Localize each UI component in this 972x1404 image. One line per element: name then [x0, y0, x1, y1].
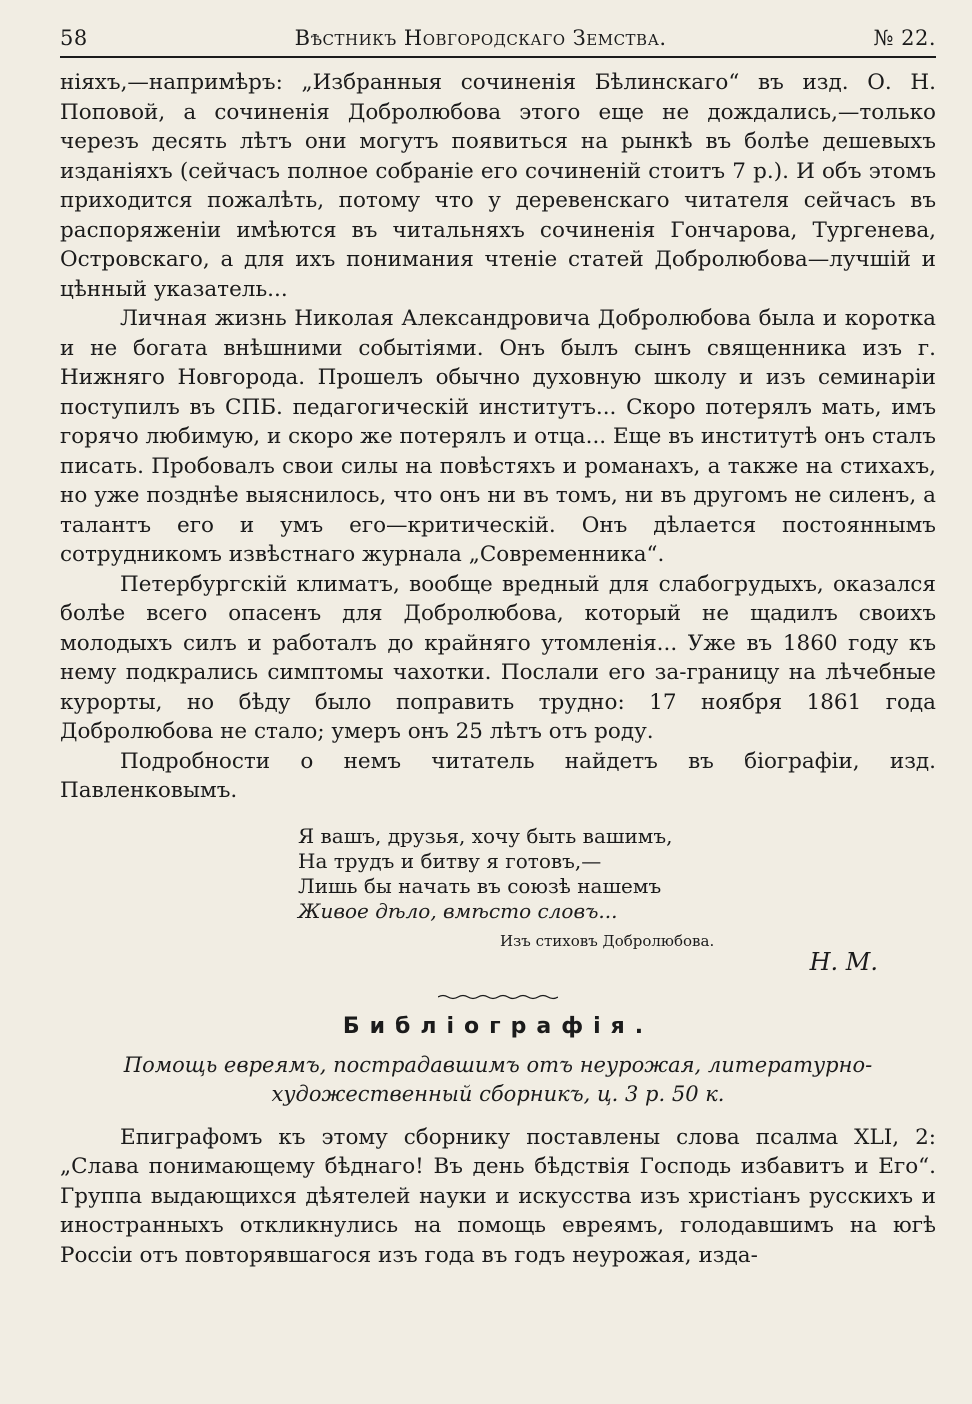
section-title: Библіографія. [342, 1013, 654, 1039]
page-number: 58 [60, 26, 88, 50]
poem-line: Живое дѣло, вмѣсто словъ... [298, 898, 618, 923]
poem-line: Лишь бы начать въ союзѣ нашемъ [298, 873, 662, 898]
paragraph-1: ніяхъ,—напримѣръ: „Избранныя сочиненія Бѣлинскаго“ въ изд. О. Н. Поповой, а сочиненія Добролюбова этого еще не дождались,—только черезъ десять лѣтъ они могутъ появиться на рынкѣ въ болѣе дешевыхъ изданіяхъ (сейчасъ полное собраніе его сочиненій стоитъ 7 р.). И объ этомъ приходится пожалѣть, потому что у деревенскаго читателя сейчасъ въ распоряженіи имѣются въ читальняхъ сочиненія Гончарова, Тургенева, Островскаго, а для ихъ понимания чтеніе статей Добролюбова—лучшій и цѣнный указатель... [60, 70, 936, 302]
bibliography-paragraph: Епиграфомъ къ этому сборнику поставлены слова псалма XLI, 2: „Слава понимающему бѣднаго! Въ день бѣдствія Господь избавитъ и Его“. Группа выдающихся дѣятелей науки и искусства изъ христіанъ русскихъ и иностранныхъ откликнулись на помощь евреямъ, голодавшимъ на югѣ Россіи отъ повторявшагося изъ года въ годъ неурожая, изда- [60, 1124, 936, 1268]
ornament-divider-icon [438, 994, 558, 1000]
paragraph-3: Петербургскій климатъ, вообще вредный для слабогрудыхъ, оказался болѣе всего опасенъ для Добролюбова, который не щадилъ своихъ молодыхъ силъ и работалъ до крайняго утомленія... Уже въ 1860 году къ нему подкрались симптомы чахотки. Послали его за-границу на лѣчебные курорты, но бѣду было поправить трудно: 17 ноября 1861 года Добролюбова не стало; умеръ онъ 25 лѣтъ отъ роду. [60, 571, 936, 744]
poem-line: Я вашъ, друзья, хочу быть вашимъ, [298, 823, 673, 848]
poem [298, 824, 936, 924]
journal-title: Вѣстникъ Новгородскаго Земства. [294, 26, 667, 50]
book-title: Помощь евреямъ, пострадавшимъ отъ неурожая, литературно-художественный сборникъ, ц. 3 р. 50 к. [123, 1052, 873, 1106]
page-header [60, 26, 936, 58]
article-body [60, 68, 936, 806]
bibliography-body [60, 1123, 936, 1271]
poem-line: На трудъ и битву я готовъ,— [298, 848, 602, 873]
paragraph-4: Подробности о немъ читатель найдетъ въ біографіи, изд. Павленковымъ. [60, 748, 936, 803]
paragraph-2: Личная жизнь Николая Александровича Добролюбова была и коротка и не богата внѣшними событіями. Онъ былъ сынъ священника изъ г. Нижняго Новгорода. Прошелъ обычно духовную школу и изъ семинаріи поступилъ въ СПБ. педагогическій институтъ... Скоро потерялъ мать, имъ горячо любимую, и скоро же потерялъ и отца... Еще въ институтѣ онъ сталъ писать. Пробовалъ свои силы на повѣстяхъ и романахъ, а также на стихахъ, но уже позднѣе выяснилось, что онъ ни въ томъ, ни въ другомъ не силенъ, а талантъ его и умъ его—критическій. Онъ дѣлается постояннымъ сотрудникомъ извѣстнаго журнала „Современника“. [60, 306, 936, 567]
page [60, 26, 936, 1270]
author-initials: Н. М. [809, 947, 878, 976]
issue-number: № 22. [873, 26, 936, 50]
poem-attribution: Изъ стиховъ Добролюбова. [500, 931, 715, 950]
